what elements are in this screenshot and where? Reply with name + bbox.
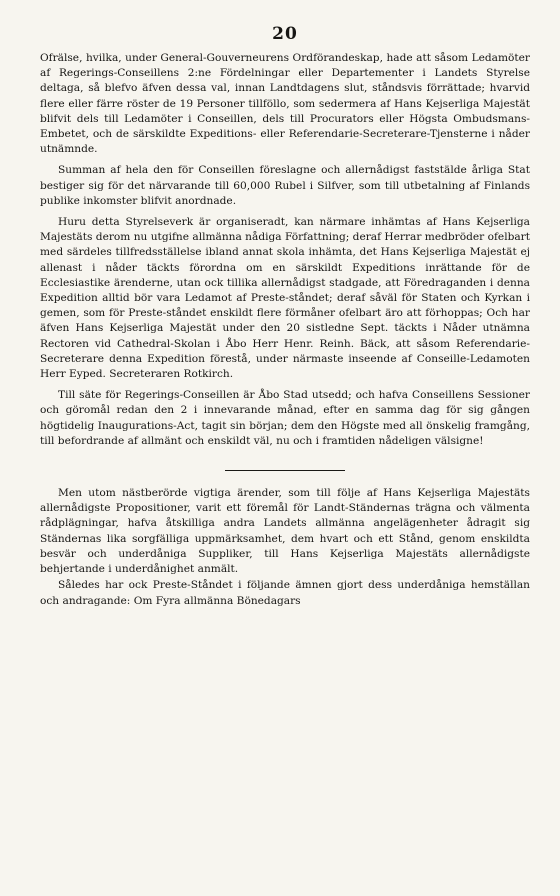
- page-number: 20: [272, 24, 298, 44]
- section-divider: [225, 470, 345, 471]
- paragraph-4: Till säte för Regerings-Conseillen är Åbo Stad utsedd; och hafva Conseillens Sessioner och göromål redan den 2 i innevarande månad, efter en samma dag för sig gången högtidelig Inaugurations-Act, tagit sin början; dem den Högste med all önskelig framgång, till befordrande af allmänt och enskildt väl, nu och i framtiden nådeligen välsigne!: [40, 389, 530, 447]
- paragraph-2: Summan af hela den för Conseillen föreslagne och allernådigst faststälde årliga Stat bestiger sig för det närvarande till 60,000 Rubel i Silfver, som till utbetalning af Finlands publike inkomster blifvit anordnade.: [40, 164, 530, 207]
- paragraph-1: Ofrälse, hvilka, under General-Gouverneurens Ordförandeskap, hade att såsom Ledamöter af Regerings-Conseillens 2:ne Fördelningar eller Departementer i Landets Styrelse deltaga, så blefvo äfven dessa val, innan Landtdagens slut, ståndsvis förrättade; hvarvid flere eller färre röster de 19 Personer tillföllo, som sedermera af Hans Kejserliga Majestät blifvit dels till Ledamöter i Conseillen, dels till Procurators eller Högsta Ombudsmans-Embetet, och de särskildte Expeditions- eller Referendarie-Secreterare-Tjensterne i nåder utnämnde.: [40, 52, 530, 156]
- paragraph-5: Men utom nästberörde vigtiga ärender, som till följe af Hans Kejserliga Majestäts allernådigste Propositioner, varit ett föremål för Landt-Ständernas trägna och välmenta rådplägningar, hafva åtskilliga andra Landets allmänna angelägenheter ådragit sig Ständernas lika sorgfälliga uppmärksamhet, dem hvart och ett Stånd, genom enskildta besvär och underdåniga Suppliker, till Hans Kejserliga Majestäts allernådigste behjertande i underdånighet anmält.: [40, 487, 530, 576]
- paragraph-3: Huru detta Styrelseverk är organiseradt, kan närmare inhämtas af Hans Kejserliga Majestäts derom nu utgifne allmänna nådiga Författning; deraf Herrar medbröder ofelbart med särdeles tillfredsställelse ibland annat skola inhämta, det Hans Kejserliga Majestät ej allenast i nåder täckts förordna om en särskildt Expeditions inrättande för de Ecclesiastike ärenderne, utan ock tillika allernådigst stadgade, att Föredraganden i denna Expedition alltid bör vara Ledamot af Preste-ståndet; deraf såväl för Staten och Kyrkan i gemen, som för Preste-ståndet enskildt flere förmåner ofelbart äro att förhoppas; Och har äfven Hans Kejserliga Majestät under den 20 sistledne Sept. täckts i Nåder utnämna Rectoren vid Cathedral-Skolan i Åbo Herr Henr. Reinh. Bäck, att såsom Referendarie-Secreterare denna Expedition förestå, under närmaste inseende af Conseille-Ledamoten Herr Eyped. Secreteraren Rotkirch.: [40, 216, 530, 381]
- paragraph-6: Således har ock Preste-Ståndet i följande ämnen gjort dess underdåniga hemställan och andragande: Om Fyra allmänna Bönedagars: [40, 579, 530, 607]
